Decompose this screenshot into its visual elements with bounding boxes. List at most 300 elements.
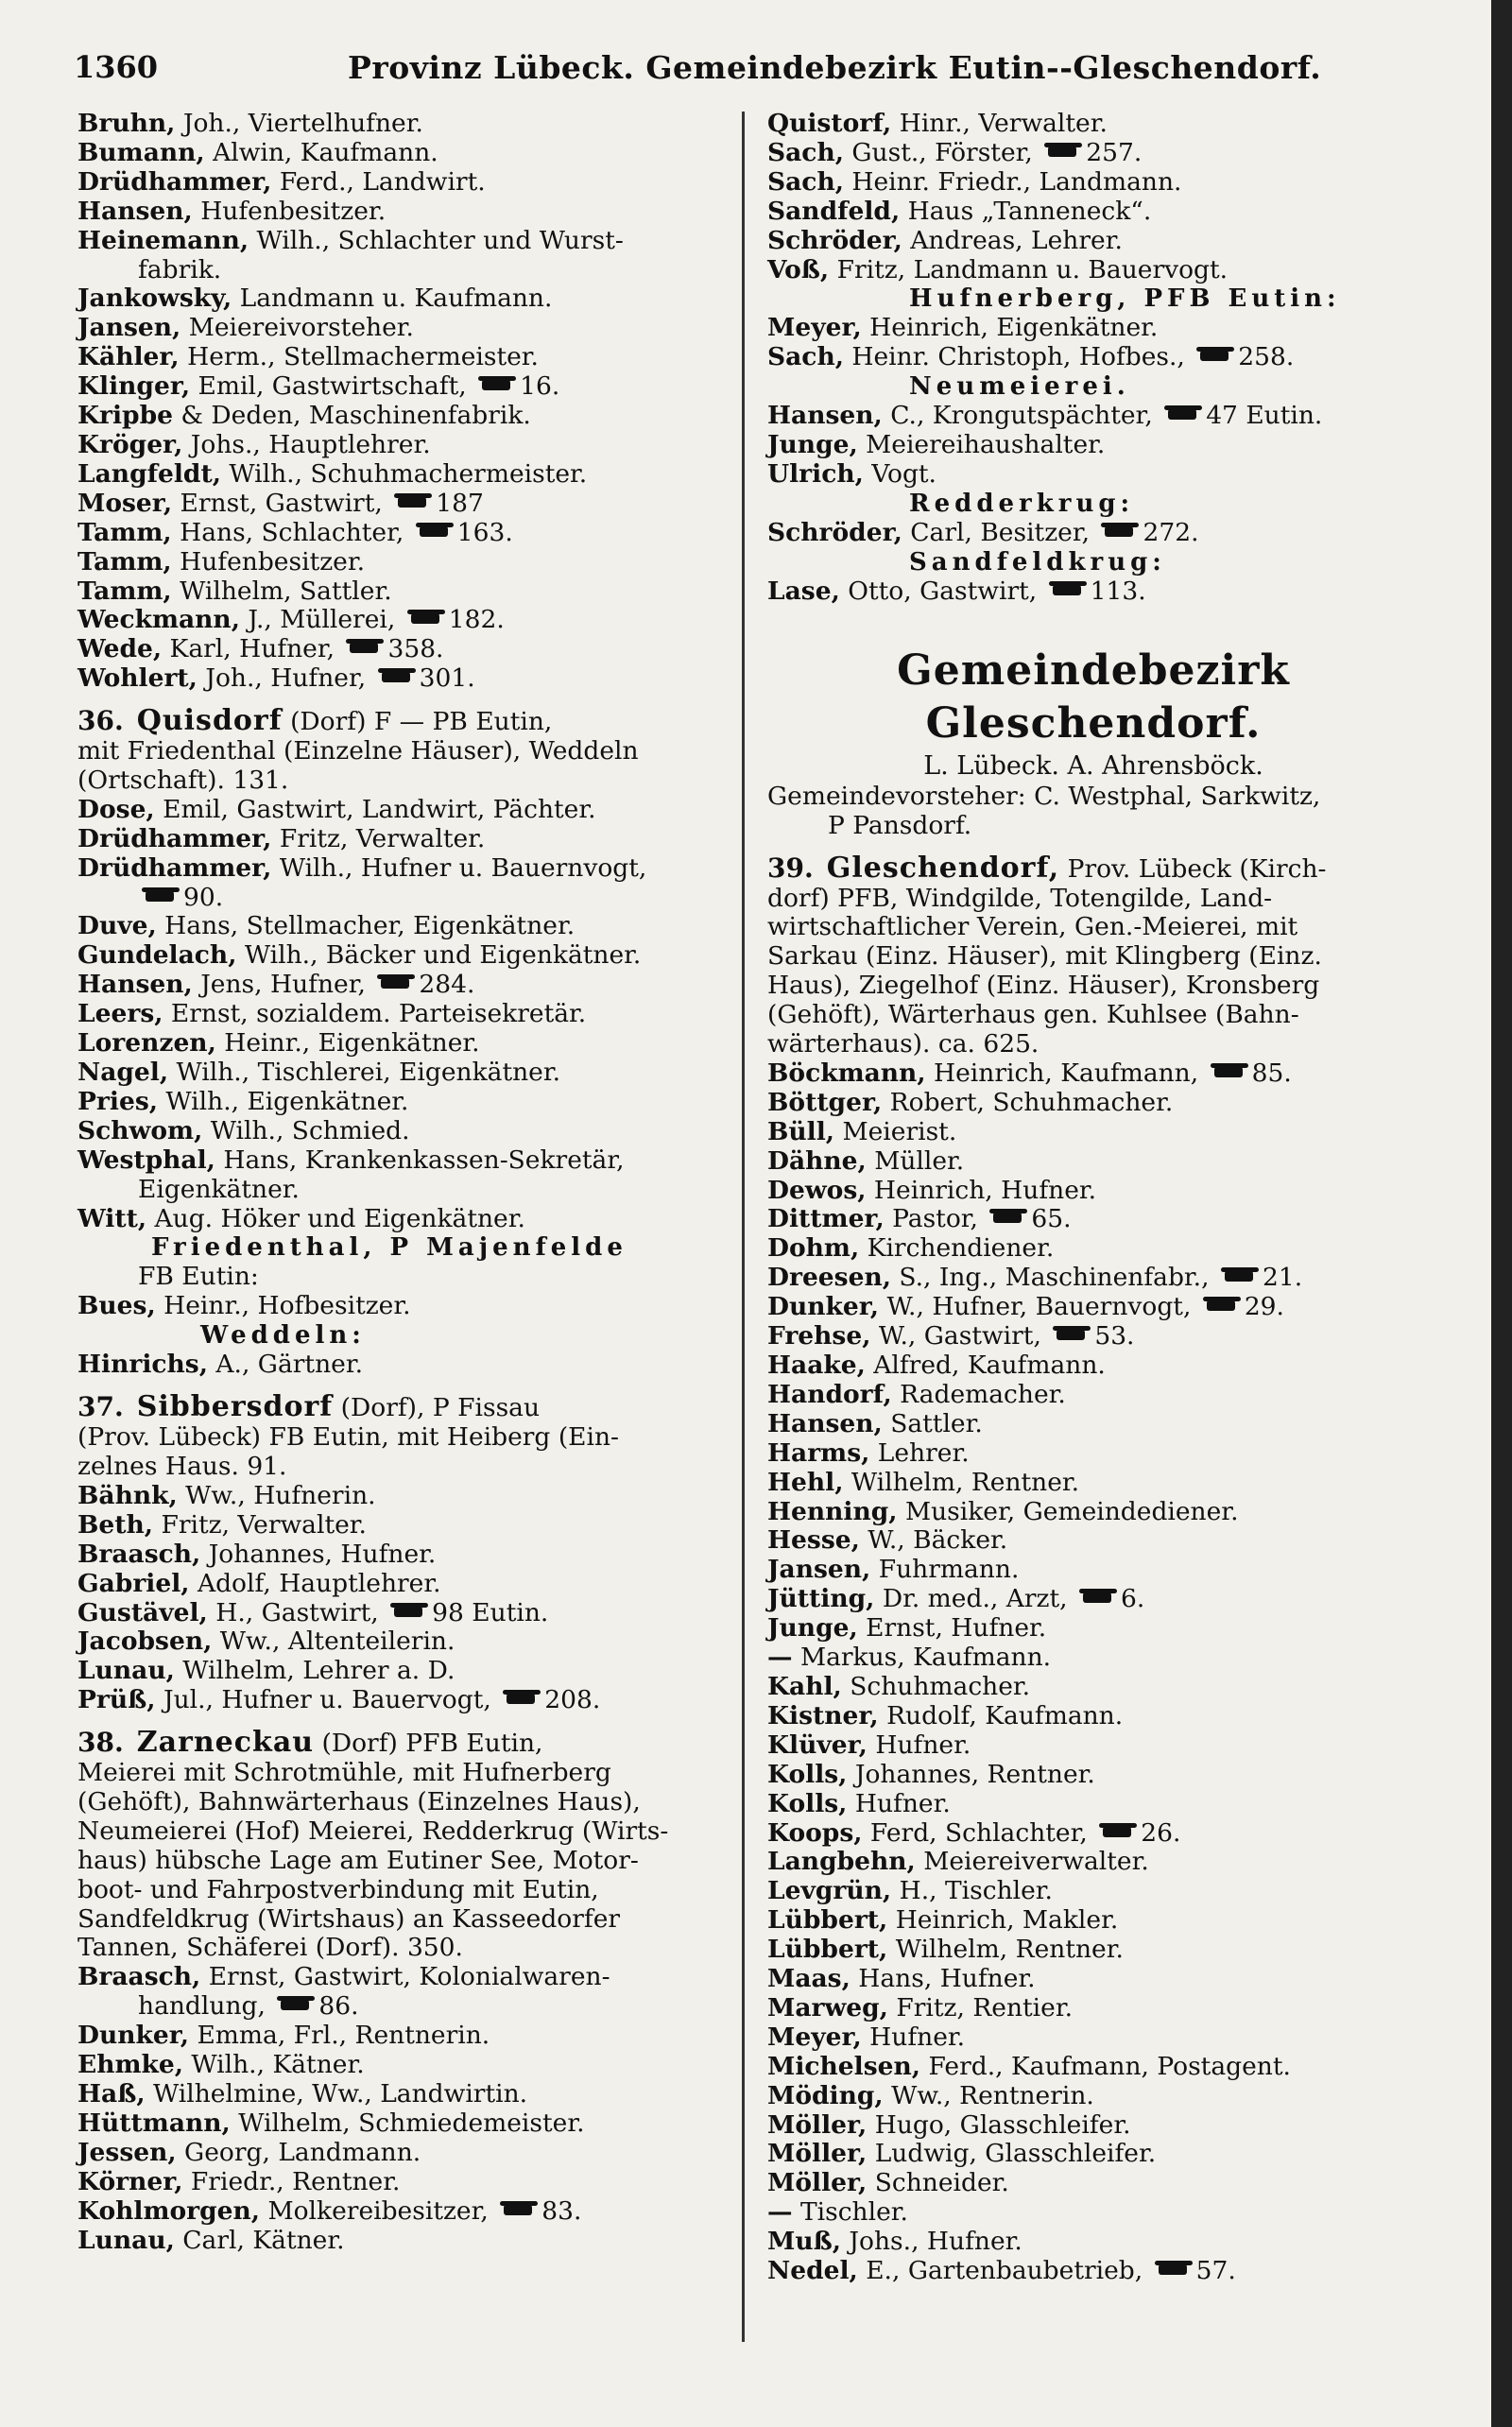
- locality-description: (Ortschaft). 131.: [77, 765, 289, 795]
- entry-name: Dohm,: [767, 1233, 860, 1264]
- entry-name: Drüdhammer,: [77, 823, 272, 853]
- entry-details: Carl, Kätner.: [182, 2225, 345, 2255]
- telephone-number: 284.: [419, 970, 475, 1000]
- entry-name: Kolls,: [767, 1788, 848, 1818]
- entry-details: Landmann u. Kaufmann.: [239, 284, 553, 314]
- entry-details: Jul., Hufner u. Bauervogt,: [163, 1685, 491, 1715]
- entry-name: Koops,: [767, 1817, 863, 1848]
- entry-name: Pries,: [77, 1086, 158, 1116]
- entry-details: Andreas, Lehrer.: [910, 225, 1123, 255]
- entry-details: Wilh., Eigenkätner.: [165, 1086, 409, 1116]
- entry-name: Sach,: [767, 137, 844, 167]
- entry-details: Pastor,: [892, 1204, 978, 1234]
- entry-name: Tamm,: [77, 546, 172, 577]
- entry-details: Hinr., Verwalter.: [899, 109, 1108, 138]
- telephone-icon: [1099, 1823, 1137, 1840]
- entry-name: —: [767, 1643, 793, 1673]
- entry-name: Lase,: [767, 576, 840, 606]
- telephone-number: 272.: [1143, 517, 1199, 547]
- entry-name: Gundelach,: [77, 940, 237, 971]
- gemeinde-vorsteher: Gemeindevorsteher: C. Westphal, Sarkwitz,: [767, 781, 1321, 811]
- entry-name: Dreesen,: [767, 1263, 891, 1293]
- directory-entry: [77, 431, 730, 460]
- entry-name: Körner,: [77, 2166, 183, 2196]
- directory-entry: [767, 402, 1419, 431]
- telephone-number: 98 Eutin.: [432, 1597, 549, 1627]
- entry-details: Emma, Frl., Rentnerin.: [197, 2021, 490, 2051]
- directory-entry: [77, 1000, 730, 1029]
- directory-entry: [767, 1819, 1419, 1849]
- entry-details: H., Tischler.: [899, 1876, 1053, 1906]
- entry-details: Karl, Hufner,: [169, 634, 335, 664]
- entry-name: Böttger,: [767, 1087, 883, 1117]
- directory-entry: [77, 1541, 730, 1570]
- directory-entry: [77, 343, 730, 372]
- entry-name: Hinrichs,: [77, 1350, 208, 1380]
- locality-heading: [77, 1726, 730, 1760]
- entry-details: Meiereihaushalter.: [866, 430, 1106, 460]
- directory-entry: [77, 168, 730, 198]
- directory-entry: [77, 548, 730, 577]
- directory-entry: [77, 2227, 730, 2256]
- directory-entry: [767, 1673, 1419, 1702]
- entry-details: Hufner.: [869, 2022, 966, 2052]
- directory-entry: [77, 1482, 730, 1511]
- directory-entry: [767, 2169, 1419, 2198]
- directory-entry: [77, 139, 730, 168]
- entry-name: Dewos,: [767, 1175, 867, 1205]
- entry-name: Haake,: [767, 1351, 866, 1380]
- directory-entry: [767, 1761, 1419, 1790]
- entry-details: Ww., Altenteilerin.: [219, 1627, 455, 1657]
- entry-name: Möller,: [767, 2168, 868, 2198]
- right-column-top: [767, 110, 1419, 607]
- entry-name: Möding,: [767, 2080, 884, 2110]
- entry-name: Junge,: [767, 430, 858, 460]
- entry-name: Lorenzen,: [77, 1028, 216, 1059]
- telephone-number: 113.: [1090, 576, 1146, 606]
- directory-entry: [767, 1118, 1419, 1147]
- entry-name: Leers,: [77, 999, 163, 1029]
- entry-name: Jansen,: [77, 313, 181, 343]
- entry-name: Hansen,: [767, 1408, 883, 1438]
- entry-name: Dunker,: [77, 2021, 189, 2051]
- entry-name: Michelsen,: [767, 2051, 921, 2081]
- entry-name: Gabriel,: [77, 1568, 190, 1598]
- entry-details: Dr. med., Arzt,: [882, 1584, 1068, 1614]
- telephone-number: 258.: [1238, 342, 1295, 372]
- directory-entry: [767, 256, 1419, 285]
- entry-continuation: [77, 1176, 730, 1205]
- entry-name: Langbehn,: [767, 1847, 916, 1877]
- entry-name: Drüdhammer,: [77, 852, 272, 883]
- locality-description: Sandfeldkrug (Wirtshaus) an Kasseedorfer: [77, 1903, 621, 1934]
- sub-locality-heading: Weddeln:: [200, 1321, 366, 1351]
- entry-name: Hehl,: [767, 1467, 844, 1497]
- entry-details: Lehrer.: [877, 1437, 970, 1468]
- entry-details: Gust., Förster,: [851, 137, 1033, 167]
- directory-entry: [767, 1059, 1419, 1089]
- directory-entry: [767, 1089, 1419, 1118]
- entry-name: Wohlert,: [77, 663, 198, 694]
- locality-number: 39.: [767, 852, 814, 884]
- entry-name: Voß,: [767, 254, 830, 284]
- entry-details: Aug. Höker und Eigenkätner.: [154, 1203, 525, 1233]
- entry-name: Kahl,: [767, 1671, 842, 1701]
- entry-name: Jansen,: [767, 1555, 871, 1585]
- entry-details: Herm., Stellmachermeister.: [187, 342, 539, 372]
- directory-entry: [767, 1293, 1419, 1322]
- sub-locality-heading: Friedenthal, P Majenfelde: [151, 1233, 627, 1263]
- telephone-icon: [1221, 1267, 1259, 1284]
- entry-name: Braasch,: [77, 1539, 201, 1569]
- entry-name: Klüver,: [767, 1730, 868, 1760]
- entry-details: Wilhelmine, Ww., Landwirtin.: [153, 2079, 528, 2109]
- directory-entry: [77, 284, 730, 314]
- directory-entry: [77, 2022, 730, 2051]
- entry-name: Klinger,: [77, 371, 191, 402]
- entry-details: Johs., Hufner.: [849, 2227, 1022, 2257]
- entry-name: Handorf,: [767, 1379, 892, 1409]
- entry-details: Hufner.: [875, 1730, 971, 1760]
- entry-details: Johs., Hauptlehrer.: [190, 429, 431, 459]
- entry-details: Rudolf, Kaufmann.: [886, 1700, 1124, 1730]
- telephone-number: 187: [436, 488, 484, 518]
- telephone-number: 57.: [1195, 2256, 1236, 2286]
- directory-entry: [77, 1059, 730, 1088]
- entry-name: Muß,: [767, 2227, 841, 2257]
- entry-name: Möller,: [767, 2109, 868, 2140]
- directory-entry: [77, 2109, 730, 2139]
- entry-name: Dähne,: [767, 1145, 867, 1176]
- entry-name: Dunker,: [767, 1292, 879, 1322]
- entry-name: Prüß,: [77, 1685, 156, 1715]
- directory-entry: [77, 1146, 730, 1176]
- directory-entry: [77, 1627, 730, 1657]
- entry-details: J., Müllerei,: [248, 605, 396, 635]
- directory-entry: [767, 343, 1419, 372]
- directory-entry: [767, 2140, 1419, 2169]
- directory-entry: [767, 2228, 1419, 2257]
- directory-entry: [77, 1963, 730, 1992]
- directory-entry: [767, 1322, 1419, 1351]
- sub-locality-heading: Neumeierei.: [909, 372, 1130, 402]
- locality-name: Quisdorf: [136, 704, 283, 738]
- entry-details: Haus „Tanneneck“.: [907, 196, 1152, 226]
- entry-details: Musiker, Gemeindediener.: [904, 1496, 1239, 1526]
- entry-details: Wilhelm, Lehrer a. D.: [182, 1656, 455, 1686]
- telephone-number: 6.: [1121, 1584, 1145, 1614]
- locality-description: Haus), Ziegelhof (Einz. Häuser), Kronsberg: [767, 971, 1320, 1001]
- entry-name: Meyer,: [767, 2022, 862, 2052]
- locality-description: mit Friedenthal (Einzelne Häuser), Weddeln: [77, 736, 639, 766]
- telephone-number: 301.: [419, 663, 475, 694]
- entry-details: Kirchendiener.: [867, 1233, 1055, 1264]
- directory-entry: [77, 314, 730, 343]
- telephone-icon: [1053, 1326, 1091, 1343]
- directory-entry: [767, 431, 1419, 460]
- locality-description: (Gehöft), Wärterhaus gen. Kuhlsee (Bahn-: [767, 1000, 1299, 1030]
- entry-name: Bruhn,: [77, 109, 176, 138]
- telephone-icon: [1049, 581, 1087, 598]
- entry-details: Alfred, Kaufmann.: [873, 1351, 1106, 1380]
- entry-details: Ludwig, Glasschleifer.: [874, 2139, 1157, 2169]
- directory-entry: [77, 198, 730, 227]
- entry-details: handlung,: [138, 1991, 266, 2022]
- entry-details: Wilh., Schlachter und Wurst-: [256, 225, 624, 255]
- locality-description: (Prov. Lübeck) FB Eutin, mit Heiberg (Ein-: [77, 1422, 619, 1453]
- directory-entry: [767, 2257, 1419, 2286]
- entry-details: Ferd., Kaufmann, Postagent.: [928, 2051, 1291, 2081]
- directory-entry: [77, 1570, 730, 1599]
- entry-name: Ehmke,: [77, 2050, 183, 2080]
- entry-details: W., Gastwirt,: [878, 1321, 1041, 1351]
- entry-name: Harms,: [767, 1437, 870, 1468]
- entry-details: Hans, Stellmacher, Eigenkätner.: [164, 911, 576, 941]
- entry-name: Duve,: [77, 911, 157, 941]
- entry-details: Heinrich, Makler.: [895, 1905, 1119, 1936]
- locality-description: Tannen, Schäferei (Dorf). 350.: [77, 1933, 463, 1963]
- entry-name: Tamm,: [77, 517, 172, 547]
- entry-name: Langfeldt,: [77, 458, 221, 489]
- entry-name: Möller,: [767, 2139, 868, 2169]
- entry-name: Lunau,: [77, 1656, 175, 1686]
- entry-details: Wilh., Kätner.: [191, 2050, 365, 2080]
- directory-entry: [77, 1029, 730, 1059]
- locality-details: (Dorf), P Fissau: [340, 1393, 541, 1423]
- directory-entry: [767, 1965, 1419, 1994]
- entry-details: Wilh., Schuhmachermeister.: [229, 458, 588, 489]
- entry-details: Ww., Rentnerin.: [891, 2080, 1094, 2110]
- telephone-number: 85.: [1251, 1058, 1292, 1088]
- entry-details: Schuhmacher.: [850, 1671, 1031, 1701]
- directory-entry: [767, 1147, 1419, 1177]
- directory-entry: [767, 1381, 1419, 1410]
- directory-entry: [767, 1498, 1419, 1527]
- entry-details: Hufenbesitzer.: [180, 546, 366, 577]
- entry-details: Heinr., Eigenkätner.: [224, 1028, 480, 1059]
- telephone-icon: [1211, 1063, 1248, 1080]
- entry-details: Eigenkätner.: [138, 1174, 300, 1204]
- sub-locality-heading: Redderkrug:: [909, 489, 1135, 518]
- entry-details: Heinr. Christoph, Hofbes.,: [851, 342, 1185, 372]
- telephone-number: 83.: [541, 2195, 582, 2226]
- locality-description: dorf) PFB, Windgilde, Totengilde, Land-: [767, 883, 1273, 913]
- directory-entry: [767, 1410, 1419, 1439]
- entry-name: Nedel,: [767, 2256, 858, 2286]
- entry-name: Heinemann,: [77, 225, 249, 255]
- entry-details: Wilhelm, Rentner.: [850, 1467, 1080, 1497]
- locality-description: wirtschaftlicher Verein, Gen.-Meierei, mit: [767, 912, 1298, 942]
- telephone-icon: [1101, 523, 1139, 540]
- directory-entry: [767, 227, 1419, 256]
- telephone-icon: [1155, 2261, 1193, 2278]
- column-divider: [742, 112, 745, 2342]
- directory-entry: [77, 2197, 730, 2227]
- entry-details: W., Hufner, Bauernvogt,: [886, 1292, 1192, 1322]
- directory-entry: [767, 1264, 1419, 1293]
- entry-name: Schröder,: [767, 517, 902, 547]
- locality-description: Sarkau (Einz. Häuser), mit Klingberg (Einz.: [767, 941, 1322, 972]
- directory-entry: [767, 460, 1419, 490]
- directory-entry: [77, 1205, 730, 1234]
- entry-details: Fritz, Verwalter.: [279, 823, 486, 853]
- directory-entry: [77, 912, 730, 941]
- directory-entry: [767, 198, 1419, 227]
- entry-details: Ernst, sozialdem. Parteisekretär.: [170, 999, 587, 1029]
- entry-details: E., Gartenbaubetrieb,: [866, 2256, 1143, 2286]
- entry-details: Emil, Gastwirtschaft,: [198, 371, 467, 402]
- directory-entry: [767, 1790, 1419, 1819]
- directory-entry: [767, 1585, 1419, 1614]
- telephone-icon: [503, 1690, 541, 1707]
- entry-name: Weckmann,: [77, 605, 240, 635]
- directory-entry: [77, 1657, 730, 1686]
- entry-name: Haß,: [77, 2079, 146, 2109]
- entry-details: Johannes, Hufner.: [208, 1539, 437, 1569]
- directory-entry: [767, 2023, 1419, 2053]
- directory-entry: [767, 1469, 1419, 1498]
- entry-name: Beth,: [77, 1509, 153, 1540]
- entry-name: Maas,: [767, 1964, 850, 1994]
- telephone-number: 53.: [1094, 1321, 1135, 1351]
- directory-entry: [77, 490, 730, 519]
- directory-entry: [767, 2198, 1419, 2228]
- telephone-number: 29.: [1244, 1292, 1284, 1322]
- sub-locality-heading: Sandfeldkrug:: [909, 547, 1166, 577]
- telephone-icon: [1196, 347, 1234, 364]
- directory-entry: [77, 402, 730, 431]
- entry-name: Kröger,: [77, 429, 183, 459]
- directory-entry: [767, 1177, 1419, 1206]
- telephone-icon: [377, 974, 415, 991]
- telephone-icon: [416, 523, 454, 540]
- directory-entry: [77, 635, 730, 664]
- entry-name: Moser,: [77, 488, 173, 518]
- locality-heading: [77, 704, 730, 738]
- directory-entry: [767, 2082, 1419, 2111]
- entry-details: Müller.: [874, 1145, 965, 1176]
- entry-details: Tischler.: [799, 2197, 908, 2228]
- directory-entry: [767, 1702, 1419, 1731]
- entry-details: Heinrich, Kaufmann,: [933, 1058, 1199, 1088]
- locality-description: wärterhaus). ca. 625.: [767, 1029, 1040, 1059]
- directory-entry: [767, 519, 1419, 548]
- directory-entry: [767, 1936, 1419, 1965]
- locality-name: Gleschendorf,: [826, 851, 1060, 885]
- telephone-icon: [1164, 405, 1202, 422]
- entry-details: Meierist.: [842, 1116, 957, 1146]
- telephone-number: 182.: [448, 605, 505, 635]
- directory-entry: [77, 460, 730, 490]
- entry-details: Hufner.: [854, 1788, 951, 1818]
- directory-entry: [767, 314, 1419, 343]
- telephone-icon: [478, 376, 516, 393]
- entry-name: Böckmann,: [767, 1058, 926, 1088]
- entry-name: Jankowsky,: [77, 284, 232, 314]
- entry-details: Heinrich, Hufner.: [873, 1175, 1097, 1205]
- entry-name: Quistorf,: [767, 109, 892, 138]
- gemeinde-subtitle: L. Lübeck. A. Ahrensböck.: [923, 750, 1263, 781]
- locality-description: Meierei mit Schrotmühle, mit Hufnerberg: [77, 1758, 611, 1788]
- directory-entry: [77, 1511, 730, 1541]
- directory-entry: [767, 1994, 1419, 2023]
- entry-details: Ernst, Gastwirt, Kolonialwaren-: [208, 1962, 610, 1992]
- directory-entry: [767, 1351, 1419, 1381]
- page-number: 1360: [74, 49, 159, 85]
- telephone-icon: [1203, 1297, 1241, 1314]
- entry-name: Levgrün,: [767, 1876, 892, 1906]
- entry-name: Nagel,: [77, 1058, 169, 1087]
- entry-details: Wilh., Tischlerei, Eigenkätner.: [176, 1058, 561, 1087]
- directory-entry: [767, 1526, 1419, 1556]
- entry-continuation: [77, 1992, 730, 2022]
- entry-name: Schwom,: [77, 1115, 203, 1145]
- directory-entry: [767, 1614, 1419, 1644]
- entry-details: fabrik.: [138, 254, 222, 284]
- entry-name: —: [767, 2197, 793, 2228]
- entry-details: A., Gärtner.: [215, 1350, 364, 1380]
- directory-entry: [767, 168, 1419, 198]
- directory-entry: [77, 227, 730, 256]
- entry-name: Lunau,: [77, 2225, 175, 2255]
- entry-details: Sattler.: [890, 1408, 983, 1438]
- entry-name: Dittmer,: [767, 1204, 885, 1234]
- entry-name: Braasch,: [77, 1962, 201, 1992]
- entry-details: Heinr. Friedr., Landmann.: [851, 166, 1182, 197]
- entry-continuation: [77, 256, 730, 285]
- entry-name: Kistner,: [767, 1700, 879, 1730]
- entry-name: Tamm,: [77, 576, 172, 606]
- locality-number: 36.: [77, 705, 124, 737]
- directory-entry: [767, 2111, 1419, 2141]
- entry-details: Friedr., Rentner.: [190, 2166, 401, 2196]
- entry-details: Otto, Gastwirt,: [848, 576, 1038, 606]
- locality-number: 37.: [77, 1391, 124, 1423]
- telephone-icon: [407, 610, 445, 627]
- page-title: Provinz Lübeck. Gemeindebezirk Eutin--Gleschendorf.: [348, 49, 1322, 86]
- sub-locality-heading: Hufnerberg, PFB Eutin:: [909, 284, 1341, 314]
- directory-entry: [767, 1644, 1419, 1673]
- gemeinde-title: Gemeindebezirk Gleschendorf.: [897, 645, 1290, 748]
- entry-name: Lübbert,: [767, 1905, 888, 1936]
- entry-name: Bues,: [77, 1291, 156, 1321]
- directory-entry: [77, 2168, 730, 2197]
- entry-details: H., Gastwirt,: [215, 1597, 379, 1627]
- entry-details: Ww., Hufnerin.: [185, 1480, 376, 1510]
- entry-details: S., Ing., Maschinenfabr.,: [899, 1263, 1210, 1293]
- entry-details: Ferd, Schlachter,: [869, 1817, 1088, 1848]
- right-column-bottom: [767, 851, 1419, 2286]
- entry-name: Meyer,: [767, 313, 862, 343]
- entry-name: Westphal,: [77, 1145, 215, 1175]
- entry-continuation: [77, 1263, 730, 1292]
- entry-details: Jens, Hufner,: [200, 970, 366, 1000]
- entry-details: Wilhelm, Schmiedemeister.: [238, 2108, 585, 2138]
- entry-details: Carl, Besitzer,: [910, 517, 1091, 547]
- directory-entry: [767, 1877, 1419, 1906]
- page-header: [74, 49, 1416, 91]
- locality-description: boot- und Fahrpostverbindung mit Eutin,: [77, 1874, 599, 1904]
- directory-entry: [77, 2139, 730, 2168]
- entry-details: Heinrich, Eigenkätner.: [869, 313, 1159, 343]
- entry-details: Rademacher.: [900, 1379, 1066, 1409]
- entry-details: Johannes, Rentner.: [854, 1759, 1095, 1789]
- entry-details: Hugo, Glasschleifer.: [874, 2109, 1131, 2140]
- entry-details: Alwin, Kaufmann.: [213, 137, 438, 167]
- telephone-number: 47 Eutin.: [1206, 401, 1323, 431]
- directory-entry: [767, 1906, 1419, 1936]
